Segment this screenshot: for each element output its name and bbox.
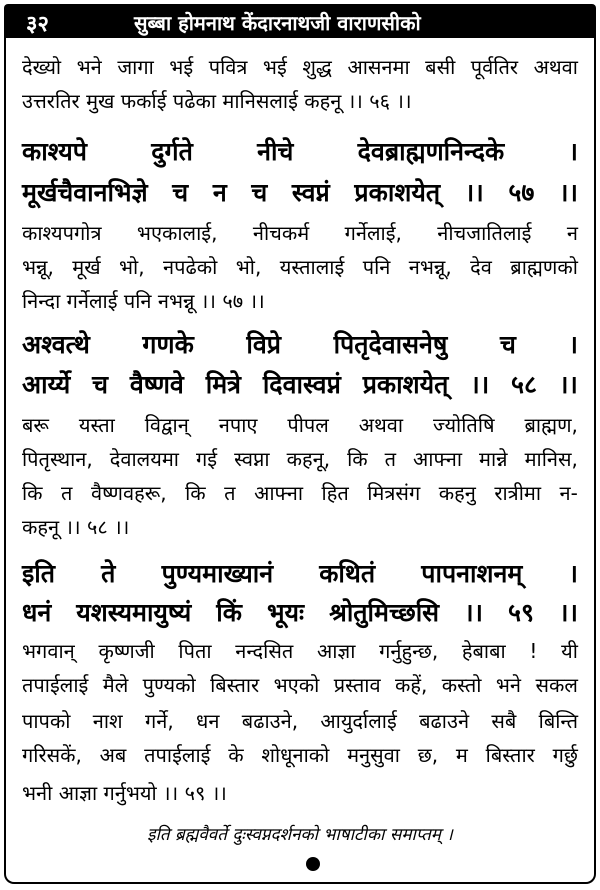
word: मित्रे bbox=[205, 370, 241, 399]
word: बढाउने, bbox=[241, 709, 299, 733]
word: धन bbox=[196, 709, 220, 733]
word: पिता bbox=[178, 639, 212, 663]
word: नीचकर्म bbox=[252, 221, 310, 245]
word: न- bbox=[559, 481, 578, 505]
word: बिन्ति bbox=[538, 709, 578, 733]
word: त bbox=[384, 447, 397, 471]
word: पुण्यको bbox=[142, 673, 196, 697]
line-text: उत्तरतिर मुख फर्काई पढेका मानिसलाई कहनू ।। ५६ ।। bbox=[22, 89, 412, 113]
word: नन्दसित bbox=[235, 639, 294, 663]
word: म bbox=[455, 743, 468, 767]
page-number: ३२ bbox=[26, 12, 49, 37]
word: आज्ञा bbox=[316, 639, 356, 663]
word: भएको bbox=[273, 673, 320, 697]
word: पीपल bbox=[287, 413, 329, 437]
prose-line bbox=[22, 286, 578, 316]
word: गर्छु bbox=[552, 743, 578, 767]
prose-line bbox=[22, 252, 578, 282]
word: ५७ bbox=[508, 178, 535, 207]
word: किं bbox=[216, 598, 242, 627]
word: बिस्तार bbox=[210, 673, 260, 697]
word: हेबाबा bbox=[461, 639, 506, 663]
word: च bbox=[499, 330, 516, 359]
word: पापको bbox=[22, 709, 71, 733]
word: ५९ bbox=[508, 598, 535, 627]
word: अथवा bbox=[358, 413, 404, 437]
word: ।। bbox=[464, 598, 484, 627]
word: अथवा bbox=[533, 55, 578, 79]
word: गई bbox=[196, 447, 218, 471]
word: विद्वान् bbox=[144, 413, 189, 437]
word: मूर्ख bbox=[72, 255, 101, 279]
word: प्रकाशयेत् bbox=[362, 370, 449, 399]
word: आसनमा bbox=[347, 55, 410, 79]
word: देख्यो bbox=[22, 55, 62, 79]
word: च bbox=[92, 370, 109, 399]
word: ।। bbox=[559, 598, 578, 627]
word: मनुसुवा bbox=[347, 743, 400, 767]
word: भएकालाई, bbox=[136, 221, 218, 245]
line-text: निन्दा गर्नेलाई पनि नभन्नू ।। ५७ ।। bbox=[22, 289, 265, 313]
word: छ, bbox=[417, 743, 439, 767]
word: गर्नुहुन्छ, bbox=[379, 639, 439, 663]
prose-line bbox=[22, 706, 578, 736]
word: मूर्खचैवानभिज्ञे bbox=[22, 178, 148, 207]
word: सकल bbox=[535, 673, 578, 697]
word: कृष्णजी bbox=[98, 639, 155, 663]
word: ।। bbox=[470, 370, 490, 399]
word: इति bbox=[22, 559, 56, 588]
word: भने bbox=[495, 673, 522, 697]
word: यस्तालाई bbox=[279, 255, 345, 279]
word: कथितं bbox=[319, 559, 376, 588]
prose-line bbox=[22, 512, 578, 542]
word: पितृदेवासनेषु bbox=[333, 330, 448, 359]
word: धनं bbox=[22, 598, 52, 627]
word: प्रकाशयेत् bbox=[354, 178, 441, 207]
word: कि bbox=[185, 481, 206, 505]
prose-line bbox=[22, 478, 578, 508]
word: हित bbox=[321, 481, 349, 505]
word: भई bbox=[169, 55, 194, 79]
end-ornament bbox=[306, 857, 320, 871]
word: पूर्वतिर bbox=[470, 55, 519, 79]
word: कहनु bbox=[438, 481, 476, 505]
word: भगवान् bbox=[22, 639, 75, 663]
word: यशस्यमायुष्यं bbox=[76, 598, 192, 627]
prose-line bbox=[22, 86, 578, 116]
word: मान्ने bbox=[479, 447, 508, 471]
word: रात्रीमा bbox=[494, 481, 542, 505]
word: वैष्णवे bbox=[129, 370, 184, 399]
line-text: कहनू ।। ५८ ।। bbox=[22, 515, 130, 539]
prose-line bbox=[22, 740, 578, 770]
word: आर्य्ये bbox=[22, 370, 71, 399]
word: अब bbox=[99, 743, 127, 767]
word: नीचे bbox=[257, 137, 294, 166]
word: कहनू, bbox=[286, 447, 331, 471]
word: अश्वत्थे bbox=[22, 330, 90, 359]
word: दिवास्वप्नं bbox=[262, 370, 341, 399]
word: तपाईलाई bbox=[22, 673, 89, 697]
word: के bbox=[228, 743, 244, 767]
word: शुद्ध bbox=[302, 55, 332, 79]
word: तपाईलाई bbox=[144, 743, 211, 767]
word: गणके bbox=[142, 330, 194, 359]
page-header bbox=[4, 4, 596, 38]
word: नीचजातिलाई bbox=[437, 221, 532, 245]
word: ।। bbox=[558, 370, 578, 399]
word: त bbox=[224, 481, 236, 505]
word: काश्यपे bbox=[22, 137, 88, 166]
running-title: सुब्बा होमनाथ केंदारनाथजी वाराणसीको bbox=[134, 11, 421, 35]
word: गर्ने, bbox=[145, 709, 174, 733]
word: स्वप्ना bbox=[234, 447, 270, 471]
word: नपाए bbox=[218, 413, 258, 437]
word: भने bbox=[76, 55, 102, 79]
word: काश्यपगोत्र bbox=[22, 221, 102, 245]
word: ब्राह्मणको bbox=[510, 255, 578, 279]
verse-line bbox=[22, 366, 578, 404]
verse-line bbox=[22, 555, 578, 593]
word: भो, bbox=[119, 255, 145, 279]
word: ब्राह्मण, bbox=[524, 413, 578, 437]
word: शोधूनाको bbox=[261, 743, 330, 767]
word: देव bbox=[470, 255, 492, 279]
word: आयुर्दालाई bbox=[320, 709, 397, 733]
word: त bbox=[61, 481, 73, 505]
word: भन्नू, bbox=[22, 255, 54, 279]
word: बिस्तार bbox=[485, 743, 535, 767]
word: मानिस, bbox=[524, 447, 578, 471]
word: । bbox=[568, 137, 578, 166]
word: ज्योतिषि bbox=[433, 413, 495, 437]
line-text: भनी आज्ञा गर्नुभयो ।। ५९ ।। bbox=[22, 781, 227, 805]
word: गर्नेलाई, bbox=[344, 221, 402, 245]
word: न bbox=[566, 221, 578, 245]
word: पनि bbox=[362, 255, 391, 279]
word: स्वप्नं bbox=[291, 178, 330, 207]
word: नाश bbox=[92, 709, 123, 733]
word: गरिसकें, bbox=[22, 743, 82, 767]
word: बरू bbox=[22, 413, 49, 437]
word: दुर्गते bbox=[151, 137, 193, 166]
colophon: इति ब्रह्मवैवर्ते दुःस्वप्नदर्शनको भाषाटीका समाप्तम् । bbox=[147, 825, 453, 845]
word: ।। bbox=[559, 178, 578, 207]
word: कि bbox=[22, 481, 43, 505]
word: नपढेको bbox=[163, 255, 218, 279]
word: वैष्णवहरू, bbox=[90, 481, 167, 505]
prose-line bbox=[22, 636, 578, 666]
word: कि bbox=[347, 447, 368, 471]
word: पवित्र bbox=[208, 55, 248, 79]
word: जागा bbox=[117, 55, 154, 79]
verse-line bbox=[22, 594, 578, 632]
prose-line bbox=[22, 444, 578, 474]
prose-line bbox=[22, 670, 578, 700]
word: मैले bbox=[102, 673, 129, 697]
word: भो, bbox=[235, 255, 262, 279]
word: आफ्ना bbox=[254, 481, 304, 505]
word: यी bbox=[561, 639, 578, 663]
verse-line bbox=[22, 133, 578, 171]
word: ते bbox=[101, 559, 116, 588]
word: आफ्ना bbox=[413, 447, 463, 471]
word: भूयः bbox=[266, 598, 305, 627]
word: ।। bbox=[464, 178, 484, 207]
word: नभन्नू, bbox=[408, 255, 452, 279]
word: पुण्यमाख्यानं bbox=[161, 559, 274, 588]
word: श्रोतुमिच्छसि bbox=[329, 598, 440, 627]
word: विप्रे bbox=[246, 330, 281, 359]
word: सबै bbox=[491, 709, 517, 733]
word: देवालयमा bbox=[109, 447, 179, 471]
word: प्रस्ताव bbox=[333, 673, 381, 697]
word: पापनाशनम् bbox=[421, 559, 523, 588]
word: । bbox=[568, 330, 578, 359]
word: बसी bbox=[425, 55, 456, 79]
word: यस्ता bbox=[78, 413, 115, 437]
word: च bbox=[251, 178, 268, 207]
verse-line bbox=[22, 174, 578, 212]
word: । bbox=[568, 559, 578, 588]
word: भई bbox=[262, 55, 287, 79]
word: ५८ bbox=[511, 370, 538, 399]
prose-line bbox=[22, 218, 578, 248]
word: देवब्राह्मणनिन्दके bbox=[357, 137, 505, 166]
prose-line bbox=[22, 52, 578, 82]
word: न bbox=[212, 178, 227, 207]
prose-line bbox=[22, 778, 578, 808]
verse-line bbox=[22, 326, 578, 364]
word: ! bbox=[529, 639, 538, 663]
word: च bbox=[172, 178, 189, 207]
word: पितृस्थान, bbox=[22, 447, 93, 471]
word: कहें, bbox=[394, 673, 428, 697]
word: बढाउने bbox=[419, 709, 470, 733]
word: कस्तो bbox=[441, 673, 482, 697]
word: मित्रसंग bbox=[367, 481, 421, 505]
prose-line bbox=[22, 410, 578, 440]
